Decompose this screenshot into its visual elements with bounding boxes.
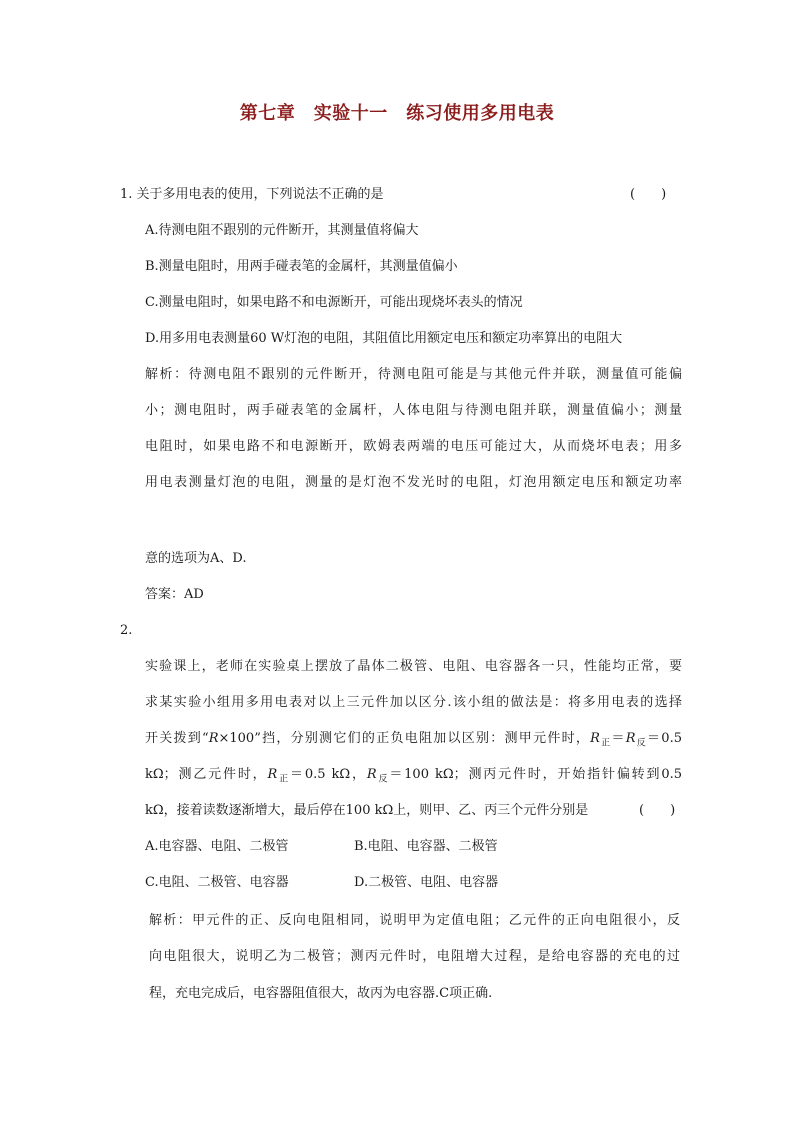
question-2-stem-line — [145, 766, 682, 789]
question-2-option-b: B.电阻、电容器、二极管 — [354, 839, 498, 854]
resistance-symbol: R — [208, 731, 219, 746]
text-fragment: 开关拨到“ — [145, 731, 209, 746]
question-2-stem-line: kΩ，接着读数逐渐增大，最后停在100 kΩ上，则甲、乙、丙三个元件分别是 — [145, 803, 589, 818]
question-1-number: 1. — [120, 187, 133, 202]
question-2-answer-bracket: ( ) — [639, 803, 676, 818]
question-1-option-d: D.用多用电表测量60 W灯泡的电阻，其阻值比用额定电压和额定功率算出的电阻大 — [145, 331, 623, 346]
question-2-analysis-line: 解析：甲元件的正、反向电阻相同，说明甲为定值电阻；乙元件的正向电阻很小，反 — [149, 913, 680, 928]
question-1-option-c: C.测量电阻时，如果电路不和电源断开，可能出现烧坏表头的情况 — [145, 295, 523, 310]
text-fragment: ＝0.5 — [647, 731, 682, 746]
question-2-option-c: C.电阻、二极管、电容器 — [145, 875, 289, 890]
question-2-option-d: D.二极管、电阻、电容器 — [354, 875, 499, 890]
subscript-forward: 正 — [599, 738, 612, 749]
text-fragment: ×100”挡，分别测它们的正负电阻加以区别：测甲元件时， — [218, 731, 591, 746]
resistance-symbol: R — [625, 731, 636, 746]
question-1-option-b: B.测量电阻时，用两手碰表笔的金属杆，其测量值偏小 — [145, 259, 458, 274]
page-title: 第七章 实验十一 练习使用多用电表 — [239, 103, 555, 124]
text-fragment: ＝100 kΩ；测丙元件时，开始指针偏转到0.5 — [389, 767, 683, 782]
question-2-option-a: A.电容器、电阻、二极管 — [145, 839, 289, 854]
subscript-forward: 正 — [277, 774, 291, 785]
question-2-analysis-line: 向电阻很大，说明乙为二极管；测丙元件时，电阻增大过程，是给电容器的充电的过 — [149, 949, 680, 964]
question-1-analysis-line: 用电表测量灯泡的电阻，测量的是灯泡不发光时的电阻，灯泡用额定电压和额定功率 — [145, 475, 682, 490]
question-1-analysis-end: 意的选项为A、D. — [145, 551, 247, 566]
question-2-number: 2. — [120, 623, 133, 638]
question-2-stem-line: 求某实验小组用多用电表对以上三元件加以区分.该小组的做法是：将多用电表的选择 — [145, 695, 682, 710]
text-fragment: ＝0.5 kΩ， — [290, 767, 367, 782]
subscript-reverse: 反 — [376, 774, 390, 785]
question-1-answer: 答案：AD — [145, 587, 204, 602]
question-1-answer-bracket: ( ) — [630, 187, 667, 202]
question-2-stem-line — [145, 730, 682, 753]
question-2-analysis-line: 程，充电完成后，电容器阻值很大，故丙为电容器.C项正确. — [149, 986, 493, 1001]
question-1-analysis-line: 电阻时，如果电路不和电源断开，欧姆表两端的电压可能过大，从而烧坏电表；用多 — [145, 439, 682, 454]
resistance-symbol: R — [366, 767, 377, 782]
question-1-analysis-line: 解析：待测电阻不跟别的元件断开，待测电阻可能是与其他元件并联，测量值可能偏 — [145, 367, 682, 382]
question-1-stem — [120, 186, 384, 204]
resistance-symbol: R — [590, 731, 600, 746]
text-fragment: ＝ — [611, 731, 626, 746]
resistance-symbol: R — [267, 767, 278, 782]
subscript-reverse: 反 — [635, 738, 648, 749]
text-fragment: kΩ；测乙元件时， — [145, 767, 268, 782]
question-2-stem-line: 实验课上，老师在实验桌上摆放了晶体二极管、电阻、电容器各一只，性能均正常，要 — [145, 659, 682, 674]
question-1-analysis-line: 小；测电阻时，两手碰表笔的金属杆，人体电阻与待测电阻并联，测量值偏小；测量 — [145, 403, 682, 418]
question-1-text: 关于多用电表的使用，下列说法不正确的是 — [136, 187, 384, 202]
question-1-option-a: A.待测电阻不跟别的元件断开，其测量值将偏大 — [145, 223, 419, 238]
